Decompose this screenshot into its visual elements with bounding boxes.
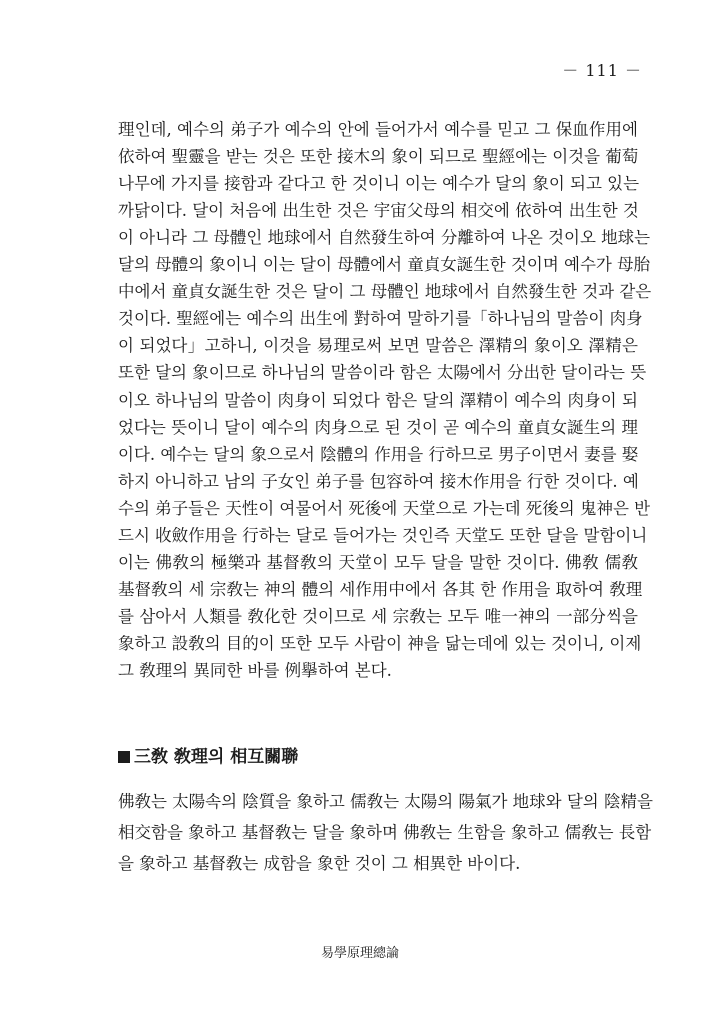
text-line: 었다는 뜻이니 달이 예수의 肉身으로 된 것이 곧 예수의 童貞女誕生의 理 <box>118 418 638 437</box>
text-line: 理인데, 예수의 弟子가 예수의 안에 들어가서 예수를 믿고 그 保血作用에 <box>118 120 638 139</box>
text-line: 를 삼아서 人類를 敎化한 것이므로 세 宗敎는 모두 唯一神의 一部分씩을 <box>118 607 638 626</box>
text-line: 이 아니라 그 母體인 地球에서 自然發生하여 分離하여 나온 것이오 地球는 <box>118 228 651 247</box>
section-heading <box>118 742 298 767</box>
text-line: 相交함을 象하고 基督敎는 달을 象하며 佛敎는 生함을 象하고 儒敎는 長함 <box>118 823 652 842</box>
text-line: 象하고 設敎의 目的이 또한 모두 사람이 神을 닮는데에 있는 것이니, 이제 <box>118 634 642 653</box>
footer-book-title: 易學原理總論 <box>320 946 399 961</box>
text-line: 까닭이다. 달이 처음에 出生한 것은 宇宙父母의 相交에 依하여 出生한 것 <box>118 201 639 220</box>
text-line: 또한 달의 象이므로 하나님의 말씀이라 함은 太陽에서 分出한 달이라는 뜻 <box>118 363 647 382</box>
text-line: 나무에 가지를 接함과 같다고 한 것이니 이는 예수가 달의 象이 되고 있는 <box>118 174 640 193</box>
text-line: 그 敎理의 異同한 바를 例擧하여 본다. <box>118 661 392 680</box>
text-line: 이오 하나님의 말씀이 肉身이 되었다 함은 달의 澤精이 예수의 肉身이 되 <box>118 391 638 410</box>
text-line: 을 象하고 基督敎는 成함을 象한 것이 그 相異한 바이다. <box>118 854 521 873</box>
text-line: 드시 收斂作用을 行하는 달로 들어가는 것인즉 天堂도 또한 달을 말함이니 <box>118 526 648 545</box>
text-line: 달의 母體의 象이니 이는 달이 母體에서 童貞女誕生한 것이며 예수가 母胎 <box>118 255 651 274</box>
text-line: 수의 弟子들은 天性이 여물어서 死後에 天堂으로 가는데 死後의 鬼神은 반 <box>118 499 651 518</box>
text-line: 依하여 聖靈을 받는 것은 또한 接木의 象이 되므로 聖經에는 이것을 葡萄 <box>118 147 639 166</box>
text-line: 이 되었다」고하니, 이것을 易理로써 보면 말씀은 澤精의 象이오 澤精은 <box>118 336 638 355</box>
text-line: 것이다. 聖經에는 예수의 出生에 對하여 말하기를「하나님의 말씀이 肉身 <box>118 309 643 328</box>
page-number: － 111 － <box>562 61 642 80</box>
text-line: 이다. 예수는 달의 象으로서 陰體의 作用을 行하므로 男子이면서 妻를 娶 <box>118 445 639 464</box>
black-square-icon <box>118 751 130 763</box>
text-line: 이는 佛敎의 極樂과 基督敎의 天堂이 모두 달을 말한 것이다. 佛敎 儒敎 <box>118 553 638 572</box>
section-heading-text: 三敎 敎理의 相互關聯 <box>134 747 299 767</box>
text-line: 佛敎는 太陽속의 陰質을 象하고 儒敎는 太陽의 陽氣가 地球와 달의 陰精을 <box>118 792 653 811</box>
text-line: 中에서 童貞女誕生한 것은 달이 그 母體인 地球에서 自然發生한 것과 같은 <box>118 282 652 301</box>
text-line: 基督敎의 세 宗敎는 神의 體의 세作用中에서 各其 한 作用을 取하여 敎理 <box>118 580 643 599</box>
text-line: 하지 아니하고 남의 子女인 弟子를 包容하여 接木作用을 行한 것이다. 예 <box>118 472 639 491</box>
